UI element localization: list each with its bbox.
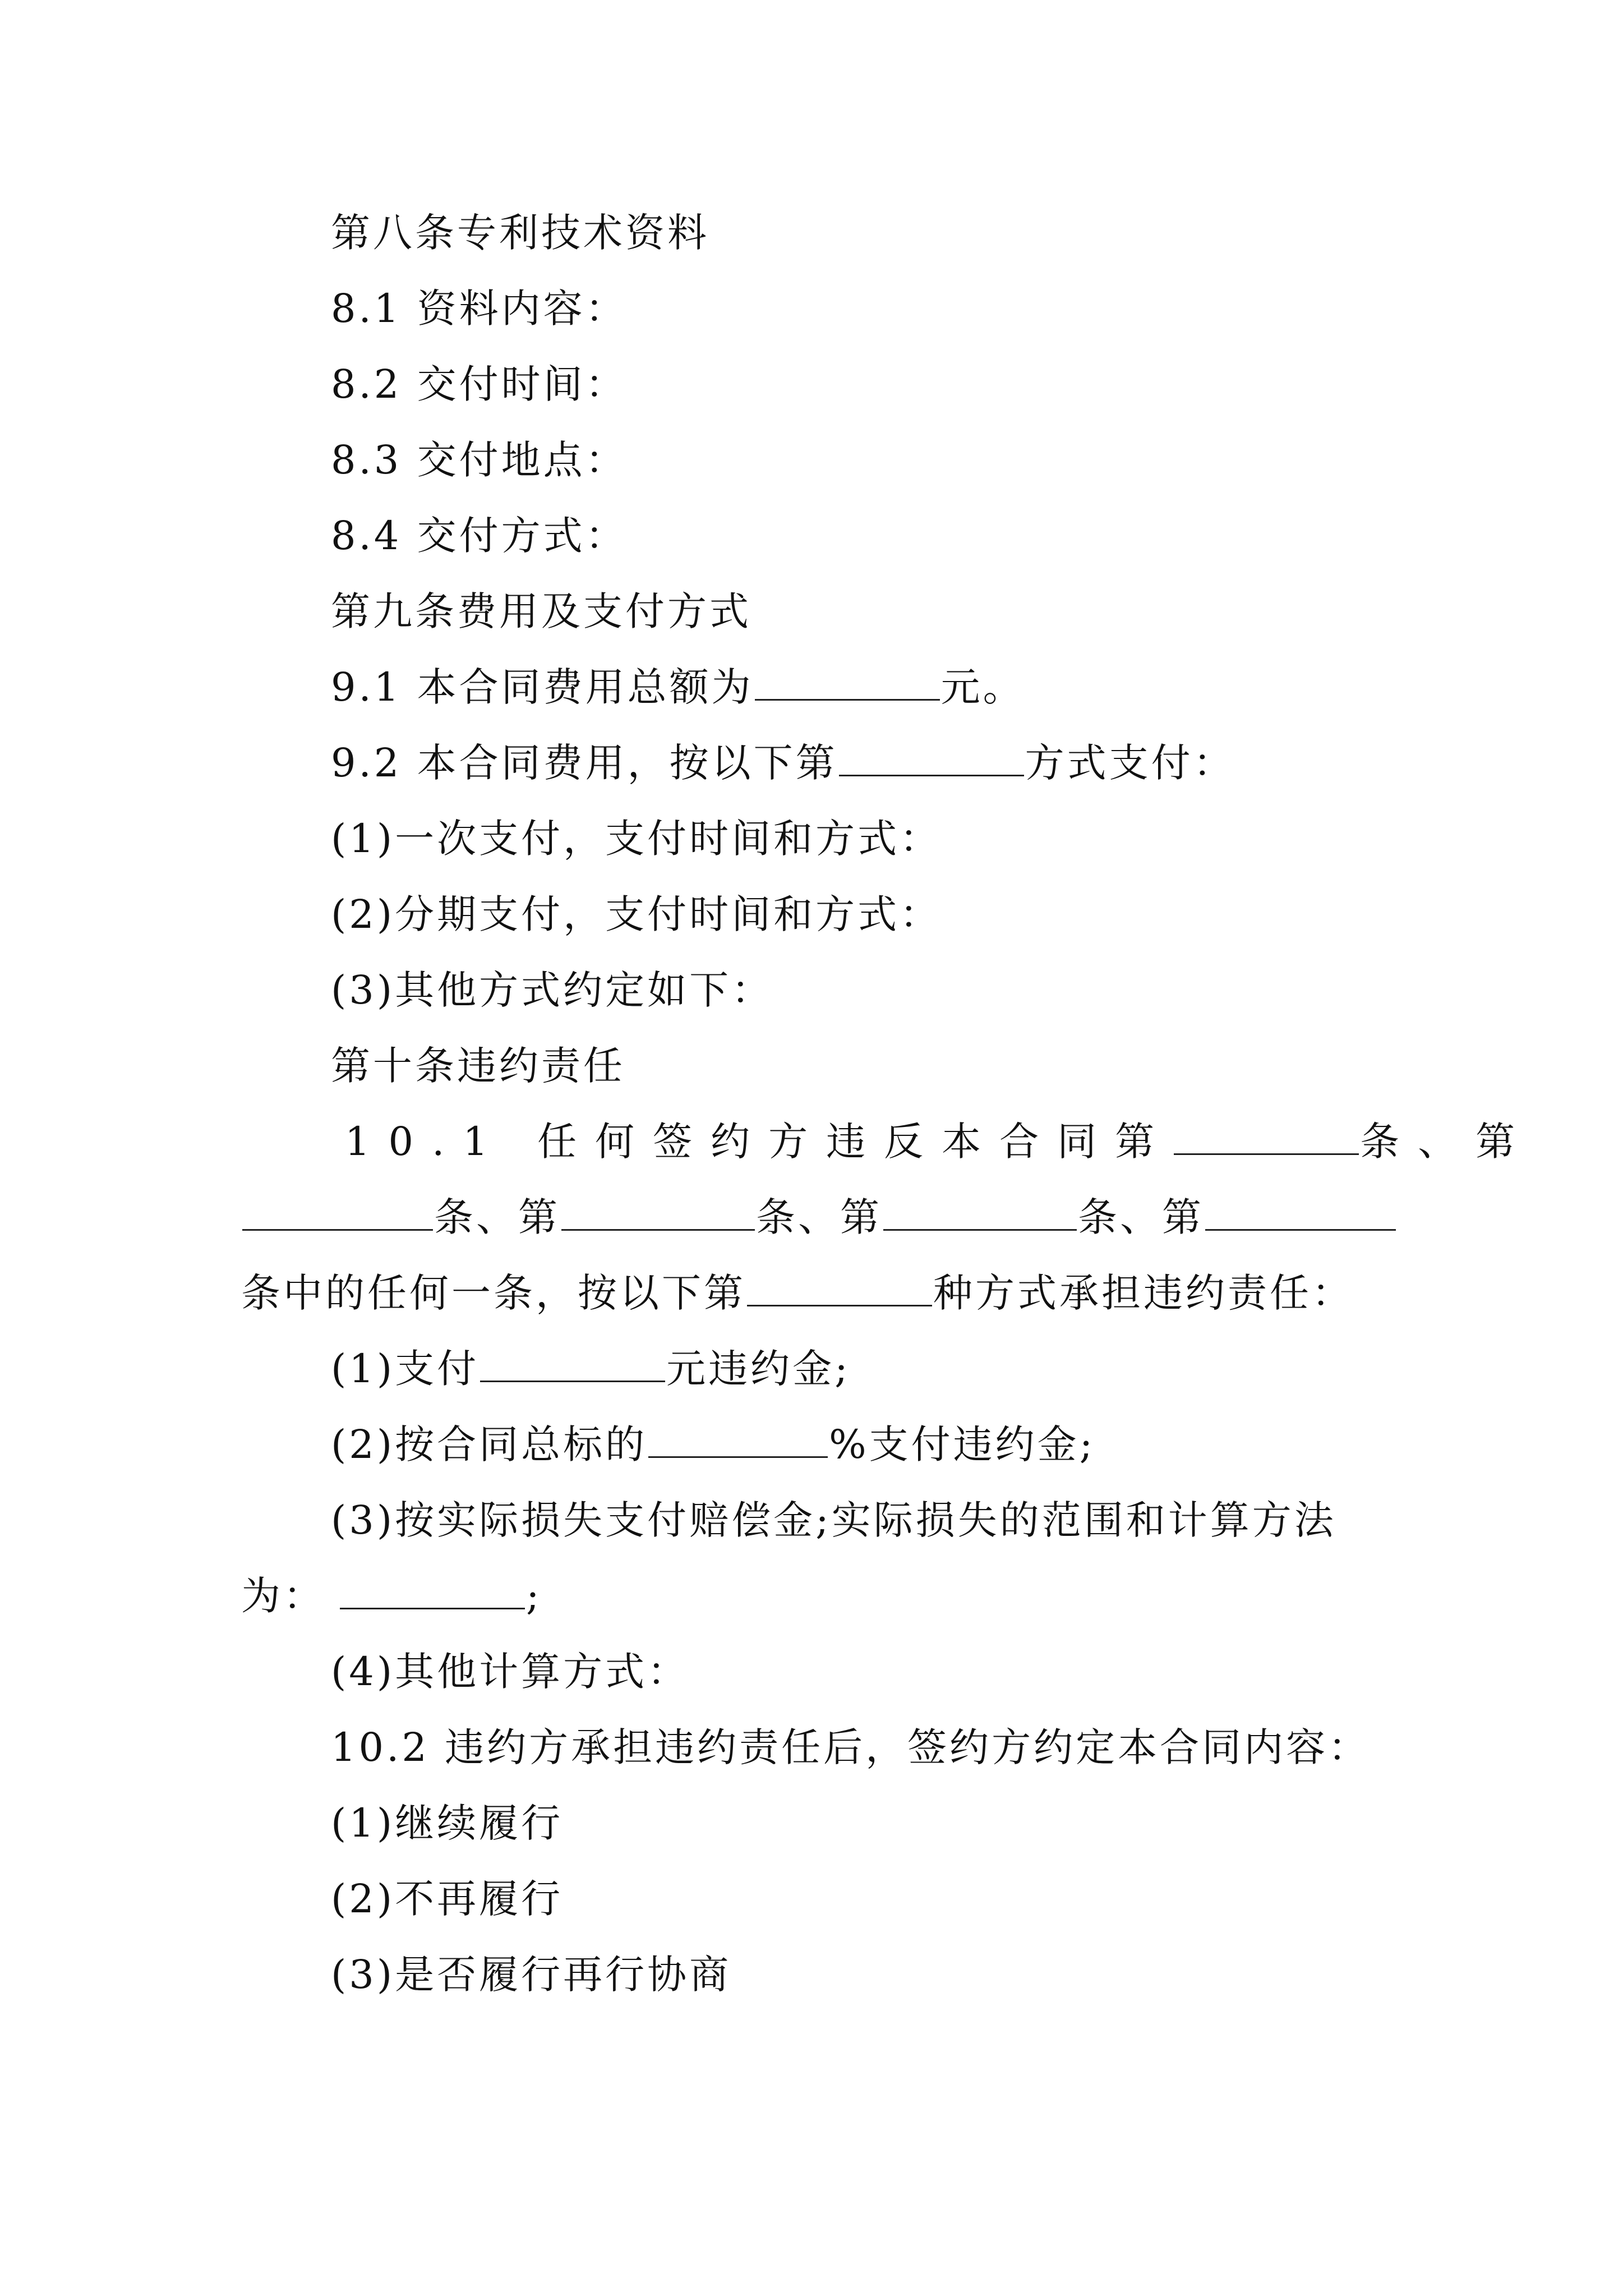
article10-option-3-line-1: (3)按实际损失支付赔偿金;实际损失的范围和计算方法 xyxy=(331,1497,1336,1543)
penalty-percent-blank xyxy=(648,1423,828,1458)
article10-opt3-line2-suffix: ; xyxy=(526,1573,542,1619)
article10-opt1-suffix: 元违约金; xyxy=(666,1346,851,1392)
article9-p1-prefix: 9.1 本合同费用总额为 xyxy=(331,664,754,710)
article10-option-4: (4)其他计算方式： xyxy=(331,1649,690,1695)
article9-p2-suffix: 方式支付： xyxy=(1025,740,1235,786)
article10-p1-seg-1: 条、第 xyxy=(1360,1119,1534,1165)
total-amount-blank xyxy=(755,665,940,701)
clause-blank-2 xyxy=(242,1195,433,1231)
penalty-amount-blank xyxy=(480,1347,665,1382)
article10-paragraph-2: 10.2 违约方承担违约责任后，签约方约定本合同内容： xyxy=(331,1724,1371,1770)
article10-p1-line-2 xyxy=(241,1189,1397,1245)
article9-option-3: (3)其他方式约定如下： xyxy=(331,967,774,1013)
article10-p2-option-3: (3)是否履行再行协商 xyxy=(331,1952,732,1998)
article10-p1-line-1 xyxy=(345,1114,1533,1170)
article9-heading: 第九条费用及支付方式 xyxy=(331,588,751,634)
article10-p1-line3-suffix: 种方式承担违约责任： xyxy=(933,1270,1354,1316)
article10-p1-line-3 xyxy=(241,1265,1354,1321)
clause-blank-4 xyxy=(883,1195,1077,1231)
article10-p2-option-2: (2)不再履行 xyxy=(331,1876,564,1922)
payment-method-blank xyxy=(839,741,1024,776)
article10-opt2-suffix: %支付违约金; xyxy=(829,1421,1096,1467)
article10-opt3-line2-prefix: 为： xyxy=(241,1573,325,1619)
clause-blank-5 xyxy=(1205,1195,1396,1231)
article10-opt1-prefix: (1)支付 xyxy=(331,1346,479,1392)
article9-p1-suffix: 元。 xyxy=(940,664,1025,710)
article8-item-2: 8.2 交付时间： xyxy=(331,361,628,407)
clause-blank-1 xyxy=(1174,1120,1359,1155)
article10-option-2 xyxy=(331,1416,1095,1473)
clause-blank-3 xyxy=(561,1195,755,1231)
article10-p1-seg-3: 条、第 xyxy=(756,1194,882,1240)
article10-p1-seg-2: 条、第 xyxy=(434,1194,560,1240)
article10-p1-seg-4: 条、第 xyxy=(1078,1194,1204,1240)
article9-p2-prefix: 9.2 本合同费用，按以下第 xyxy=(331,740,838,786)
article9-paragraph-2 xyxy=(331,735,1235,791)
article8-heading: 第八条专利技术资料 xyxy=(331,210,709,256)
liability-method-blank xyxy=(747,1271,932,1306)
article10-option-3-line-2 xyxy=(241,1568,542,1624)
article10-p1-prefix: 10.1 任何签约方违反本合同第 xyxy=(345,1119,1173,1165)
article10-heading: 第十条违约责任 xyxy=(331,1043,625,1089)
article9-option-2: (2)分期支付，支付时间和方式： xyxy=(331,891,942,937)
article10-p1-line3-prefix: 条中的任何一条，按以下第 xyxy=(241,1270,746,1316)
article9-paragraph-1 xyxy=(331,659,1025,715)
article10-p2-option-1: (1)继续履行 xyxy=(331,1800,564,1846)
article9-option-1: (1)一次支付，支付时间和方式： xyxy=(331,816,942,862)
loss-calculation-blank xyxy=(340,1574,525,1609)
article8-item-1: 8.1 资料内容： xyxy=(331,286,628,332)
article8-item-4: 8.4 交付方式： xyxy=(331,513,628,559)
article10-option-1 xyxy=(331,1341,851,1397)
article10-opt2-prefix: (2)按合同总标的 xyxy=(331,1421,648,1467)
article8-item-3: 8.3 交付地点： xyxy=(331,437,628,483)
